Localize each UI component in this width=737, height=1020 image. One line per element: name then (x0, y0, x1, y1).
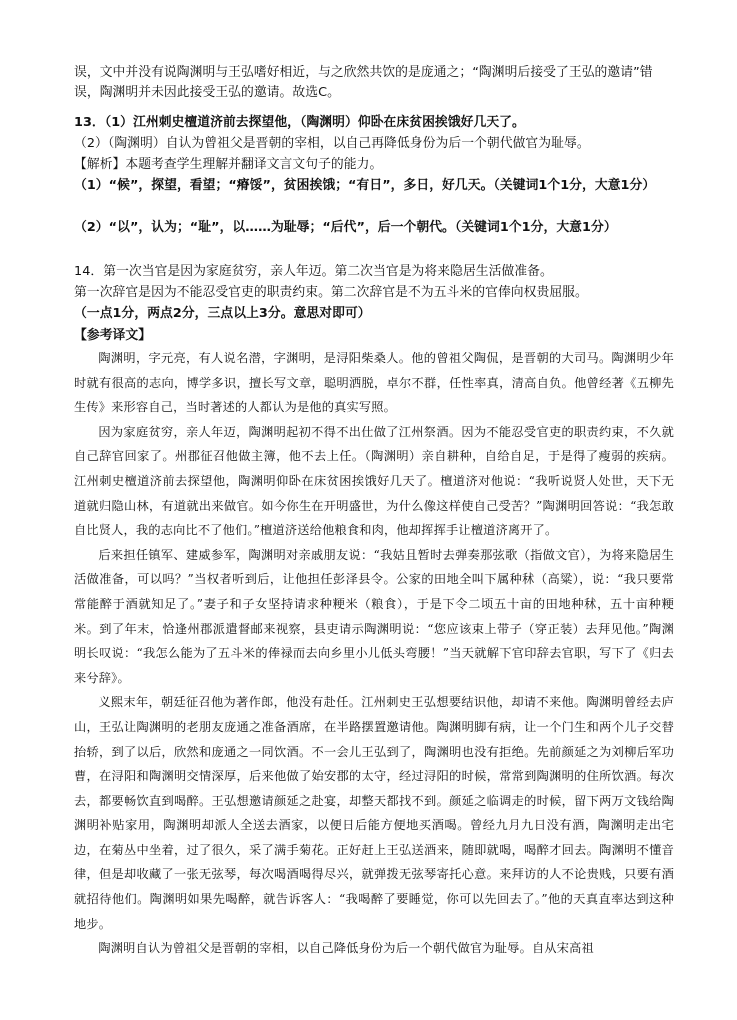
q14-answer-2: 第一次辞官是因为不能忍受官吏的职责约束。第二次辞官是不为五斗米的官俸向权贵屈服。 (74, 285, 588, 300)
q14-scoring: （一点1分，两点2分，三点以上3分。意思对即可） (74, 306, 371, 321)
reference-translation-heading: 【参考译文】 (74, 328, 152, 343)
q13-answer-1: 13．（1）江州刺史檀道济前去探望他，（陶渊明）仰卧在床贫困挨饿好几天了。 (74, 115, 525, 130)
q13-scoring-point-1: （1）“候”，探望，看望；“瘠馁”，贫困挨饿；“有日”，多日，好几天。（关键词1个1分，大意1分） (74, 178, 656, 193)
translation-paragraph: 陶渊明，字元亮，有人说名潜，字渊明，是浔阳柴桑人。他的曾祖父陶侃，是晋朝的大司马。陶渊明少年时就有很高的志向，博学多识，擅长写文章，聪明洒脱，卓尔不群，任性率真，清高自负。他曾经著《五柳先生传》来形容自己，当时著述的人都认为是他的真实写照。 (74, 351, 674, 415)
translation-paragraph: 因为家庭贫穷，亲人年迈，陶渊明起初不得不出仕做了江州祭酒。因为不能忍受官吏的职责约束，不久就自己辞官回家了。州郡征召他做主簿，他不去上任。（陶渊明）亲自耕种，自给自足，于是得了瘦弱的疾病。江州刺史檀道济前去探望他，陶渊明仰卧在床贫困挨饿好几天了。檀道济对他说：“我听说贤人处世，天下无道就归隐山林，有道就出来做官。如今你生在开明盛世，为什么像这样使自己受苦？”陶渊明回答说：“我怎敢自比贤人，我的志向比不了他们。”檀道济送给他粮食和肉，他却挥挥手让檀道济离开了。 (74, 424, 674, 538)
translation-paragraph: 义熙末年，朝廷征召他为著作郎，他没有赴任。江州刺史王弘想要结识他，却请不来他。陶渊明曾经去庐山，王弘让陶渊明的老朋友庞通之准备酒席，在半路摆置邀请他。陶渊明脚有病，让一个门生和两个儿子交替抬轿，到了以后，欣然和庞通之一同饮酒。不一会儿王弘到了，陶渊明也没有拒绝。先前颜延之为刘柳后军功曹，在浔阳和陶渊明交情深厚，后来他做了始安郡的太守，经过浔阳的时候，常常到陶渊明的住所饮酒。每次去，都要畅饮直到喝醉。王弘想邀请颜延之赴宴，却整天都找不到。颜延之临调走的时候，留下两万文钱给陶渊明补贴家用，陶渊明却派人全送去酒家，以便日后能方便地买酒喝。曾经九月九日没有酒，陶渊明走出宅边，在菊丛中坐着，过了很久，采了满手菊花。正好赶上王弘送酒来，随即就喝，喝醉才回去。陶渊明不懂音律，但是却收藏了一张无弦琴，每次喝酒喝得尽兴，就弹拨无弦琴寄托心意。来拜访的人不论贵贱，只要有酒就招待他们。陶渊明如果先喝醉，就告诉客人：“我喝醉了要睡觉，你可以先回去了。”他的天真直率达到这种地步。 (74, 695, 674, 931)
q13-answer-2: （2）（陶渊明）自认为曾祖父是晋朝的宰相，以自己再降低身份为后一个朝代做官为耻辱。 (74, 136, 590, 151)
translation-paragraph: 陶渊明自认为曾祖父是晋朝的宰相，以自己降低身份为后一个朝代做官为耻辱。自从宋高祖 (98, 941, 594, 956)
reference-translation (74, 346, 674, 961)
q13-analysis: 【解析】本题考查学生理解并翻译文言文句子的能力。 (74, 157, 383, 172)
translation-paragraph: 后来担任镇军、建威参军，陶渊明对亲戚朋友说：“我姑且暂时去弹奏那弦歌（指做文官），为将来隐居生活做准备，可以吗？”当权者听到后，让他担任彭泽县令。公家的田地全叫下属种秫（高粱），说：“我只要常常能醉于酒就知足了。”妻子和子女坚持请求种粳米（粮食），于是下令二顷五十亩的田地种秫，五十亩种粳米。到了年末，恰逢州郡派遣督邮来视察，县吏请示陶渊明说：“您应该束上带子（穿正装）去拜见他。”陶渊明长叹说：“我怎么能为了五斗米的俸禄而去向乡里小儿低头弯腰！”当天就解下官印辞去官职，写下了《归去来兮辞》。 (74, 547, 674, 685)
q14-answer-1: 14．第一次当官是因为家庭贫穷，亲人年迈。第二次当官是为将来隐居生活做准备。 (74, 264, 553, 279)
q13-scoring-point-2: （2）“以”，认为；“耻”，以……为耻辱；“后代”，后一个朝代。（关键词1个1分，大意1分） (74, 220, 617, 235)
answer-explanation-continued: 误，文中并没有说陶渊明与王弘嗜好相近，与之欣然共饮的是庞通之；“陶渊明后接受了王弘的邀请”错误，陶渊明并未因此接受王弘的邀请。故选C。 (74, 65, 653, 101)
